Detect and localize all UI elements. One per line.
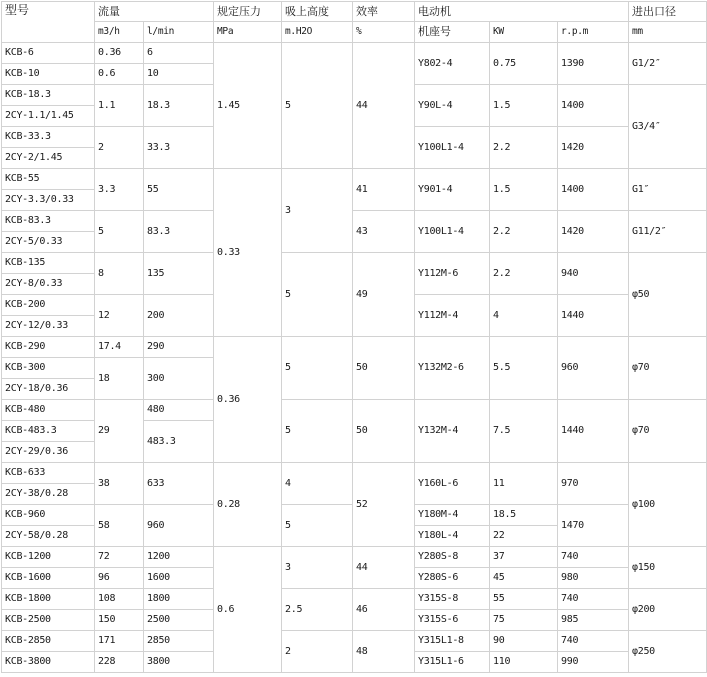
cell-motor-frame: Y100L1-4 xyxy=(415,127,490,169)
cell-motor-rpm: 1470 xyxy=(558,505,629,547)
cell-flow-lmin: 3800 xyxy=(144,652,214,673)
cell-model: KCB-960 xyxy=(2,505,95,526)
cell-port: φ70 xyxy=(629,400,707,463)
cell-pressure: 0.6 xyxy=(214,547,282,673)
table-row xyxy=(2,337,707,358)
cell-pressure: 0.28 xyxy=(214,463,282,547)
header-flow: 流量 xyxy=(95,2,214,22)
header-pressure: 规定压力 xyxy=(214,2,282,22)
cell-model: 2CY-8/0.33 xyxy=(2,274,95,295)
cell-motor-frame: Y180L-4 xyxy=(415,526,490,547)
cell-suction: 5 xyxy=(282,43,353,169)
cell-efficiency: 43 xyxy=(353,211,415,253)
cell-flow-lmin: 1800 xyxy=(144,589,214,610)
cell-model: 2CY-12/0.33 xyxy=(2,316,95,337)
cell-model: KCB-1600 xyxy=(2,568,95,589)
cell-model: KCB-300 xyxy=(2,358,95,379)
header-motor: 电动机 xyxy=(415,2,629,22)
table-row xyxy=(2,253,707,274)
cell-suction: 5 xyxy=(282,400,353,463)
cell-flow-m3h: 8 xyxy=(95,253,144,295)
cell-flow-lmin: 33.3 xyxy=(144,127,214,169)
cell-flow-m3h: 150 xyxy=(95,610,144,631)
cell-efficiency: 50 xyxy=(353,337,415,400)
table-row xyxy=(2,211,707,232)
cell-flow-m3h: 228 xyxy=(95,652,144,673)
cell-flow-m3h: 1.1 xyxy=(95,85,144,127)
cell-flow-m3h: 29 xyxy=(95,400,144,463)
cell-efficiency: 52 xyxy=(353,463,415,547)
cell-model: KCB-633 xyxy=(2,463,95,484)
cell-model: KCB-1800 xyxy=(2,589,95,610)
cell-model: KCB-483.3 xyxy=(2,421,95,442)
cell-motor-rpm: 940 xyxy=(558,253,629,295)
cell-flow-m3h: 12 xyxy=(95,295,144,337)
cell-flow-lmin: 300 xyxy=(144,358,214,400)
cell-model: KCB-6 xyxy=(2,43,95,64)
cell-motor-frame: Y280S-8 xyxy=(415,547,490,568)
cell-port: φ50 xyxy=(629,253,707,337)
header-row-1 xyxy=(2,2,707,22)
cell-model: KCB-1200 xyxy=(2,547,95,568)
cell-flow-lmin: 1600 xyxy=(144,568,214,589)
header-motor-frame: 机座号 xyxy=(415,22,490,43)
cell-suction: 5 xyxy=(282,337,353,400)
cell-model: KCB-33.3 xyxy=(2,127,95,148)
cell-motor-kw: 90 xyxy=(490,631,558,652)
cell-motor-kw: 110 xyxy=(490,652,558,673)
cell-model: KCB-290 xyxy=(2,337,95,358)
cell-model: KCB-2850 xyxy=(2,631,95,652)
header-motor-rpm: r.p.m xyxy=(558,22,629,43)
cell-motor-kw: 11 xyxy=(490,463,558,505)
cell-port: φ150 xyxy=(629,547,707,589)
cell-suction: 4 xyxy=(282,463,353,505)
cell-motor-kw: 55 xyxy=(490,589,558,610)
cell-model: KCB-10 xyxy=(2,64,95,85)
cell-flow-m3h: 96 xyxy=(95,568,144,589)
cell-efficiency: 44 xyxy=(353,547,415,589)
cell-motor-frame: Y180M-4 xyxy=(415,505,490,526)
cell-suction: 5 xyxy=(282,505,353,547)
cell-flow-m3h: 0.36 xyxy=(95,43,144,64)
cell-motor-kw: 2.2 xyxy=(490,127,558,169)
table-row xyxy=(2,463,707,484)
table-row xyxy=(2,400,707,421)
header-efficiency: 效率 xyxy=(353,2,415,22)
cell-flow-lmin: 633 xyxy=(144,463,214,505)
cell-motor-frame: Y132M-4 xyxy=(415,400,490,463)
header-flow-unit-lmin: l/min xyxy=(144,22,214,43)
cell-suction: 2 xyxy=(282,631,353,673)
cell-flow-lmin: 1200 xyxy=(144,547,214,568)
cell-model: KCB-2500 xyxy=(2,610,95,631)
header-port: 进出口径 xyxy=(629,2,707,22)
cell-efficiency: 44 xyxy=(353,43,415,169)
cell-flow-lmin: 6 xyxy=(144,43,214,64)
cell-motor-frame: Y280S-6 xyxy=(415,568,490,589)
header-efficiency-unit: % xyxy=(353,22,415,43)
cell-flow-lmin: 83.3 xyxy=(144,211,214,253)
cell-motor-kw: 2.2 xyxy=(490,211,558,253)
cell-motor-frame: Y315S-6 xyxy=(415,610,490,631)
cell-efficiency: 41 xyxy=(353,169,415,211)
table-row xyxy=(2,43,707,64)
cell-motor-rpm: 1420 xyxy=(558,127,629,169)
cell-motor-rpm: 970 xyxy=(558,463,629,505)
cell-motor-frame: Y112M-6 xyxy=(415,253,490,295)
cell-motor-kw: 1.5 xyxy=(490,85,558,127)
header-flow-unit-m3h: m3/h xyxy=(95,22,144,43)
cell-motor-kw: 22 xyxy=(490,526,558,547)
cell-flow-m3h: 18 xyxy=(95,358,144,400)
cell-motor-frame: Y112M-4 xyxy=(415,295,490,337)
cell-flow-lmin: 2500 xyxy=(144,610,214,631)
cell-motor-frame: Y315L1-6 xyxy=(415,652,490,673)
cell-model: 2CY-18/0.36 xyxy=(2,379,95,400)
cell-flow-lmin: 960 xyxy=(144,505,214,547)
cell-flow-m3h: 58 xyxy=(95,505,144,547)
cell-suction: 3 xyxy=(282,547,353,589)
cell-port: φ70 xyxy=(629,337,707,400)
cell-motor-frame: Y160L-6 xyxy=(415,463,490,505)
cell-model: KCB-83.3 xyxy=(2,211,95,232)
cell-pressure: 0.33 xyxy=(214,169,282,337)
cell-flow-lmin: 483.3 xyxy=(144,421,214,463)
cell-model: 2CY-58/0.28 xyxy=(2,526,95,547)
cell-flow-m3h: 72 xyxy=(95,547,144,568)
cell-flow-m3h: 0.6 xyxy=(95,64,144,85)
cell-motor-frame: Y132M2-6 xyxy=(415,337,490,400)
cell-efficiency: 48 xyxy=(353,631,415,673)
cell-efficiency: 46 xyxy=(353,589,415,631)
cell-flow-m3h: 3.3 xyxy=(95,169,144,211)
cell-motor-frame: Y90L-4 xyxy=(415,85,490,127)
cell-motor-frame: Y315L1-8 xyxy=(415,631,490,652)
table-row xyxy=(2,631,707,652)
cell-port: G1/2″ xyxy=(629,43,707,85)
cell-flow-lmin: 290 xyxy=(144,337,214,358)
cell-motor-kw: 0.75 xyxy=(490,43,558,85)
cell-flow-lmin: 10 xyxy=(144,64,214,85)
cell-model: KCB-200 xyxy=(2,295,95,316)
cell-motor-rpm: 1400 xyxy=(558,85,629,127)
cell-port: G1″ xyxy=(629,169,707,211)
cell-motor-kw: 75 xyxy=(490,610,558,631)
cell-motor-frame: Y315S-8 xyxy=(415,589,490,610)
cell-motor-kw: 7.5 xyxy=(490,400,558,463)
cell-flow-m3h: 17.4 xyxy=(95,337,144,358)
cell-model: KCB-480 xyxy=(2,400,95,421)
cell-model: KCB-55 xyxy=(2,169,95,190)
header-model: 型号 xyxy=(2,2,95,43)
cell-motor-kw: 4 xyxy=(490,295,558,337)
cell-flow-lmin: 480 xyxy=(144,400,214,421)
cell-suction: 2.5 xyxy=(282,589,353,631)
header-suction-unit: m.H2O xyxy=(282,22,353,43)
table-row xyxy=(2,589,707,610)
cell-motor-kw: 45 xyxy=(490,568,558,589)
cell-flow-m3h: 171 xyxy=(95,631,144,652)
cell-model: KCB-3800 xyxy=(2,652,95,673)
header-motor-kw: KW xyxy=(490,22,558,43)
cell-model: 2CY-1.1/1.45 xyxy=(2,106,95,127)
cell-motor-frame: Y802-4 xyxy=(415,43,490,85)
cell-motor-kw: 1.5 xyxy=(490,169,558,211)
cell-flow-lmin: 55 xyxy=(144,169,214,211)
cell-model: KCB-135 xyxy=(2,253,95,274)
header-port-unit: mm xyxy=(629,22,707,43)
pump-spec-table xyxy=(1,1,707,673)
cell-port: G11/2″ xyxy=(629,211,707,253)
cell-motor-rpm: 980 xyxy=(558,568,629,589)
cell-flow-lmin: 135 xyxy=(144,253,214,295)
cell-model: 2CY-3.3/0.33 xyxy=(2,190,95,211)
cell-pressure: 1.45 xyxy=(214,43,282,169)
cell-suction: 3 xyxy=(282,169,353,253)
cell-motor-rpm: 985 xyxy=(558,610,629,631)
cell-motor-rpm: 740 xyxy=(558,547,629,568)
cell-motor-rpm: 1420 xyxy=(558,211,629,253)
cell-pressure: 0.36 xyxy=(214,337,282,463)
cell-motor-frame: Y901-4 xyxy=(415,169,490,211)
cell-motor-rpm: 960 xyxy=(558,337,629,400)
cell-motor-rpm: 740 xyxy=(558,631,629,652)
cell-model: 2CY-29/0.36 xyxy=(2,442,95,463)
cell-model: 2CY-2/1.45 xyxy=(2,148,95,169)
cell-port: φ250 xyxy=(629,631,707,673)
header-row-2 xyxy=(2,22,707,43)
table-row xyxy=(2,547,707,568)
cell-port: φ200 xyxy=(629,589,707,631)
cell-motor-rpm: 1400 xyxy=(558,169,629,211)
cell-port: φ100 xyxy=(629,463,707,547)
cell-flow-m3h: 108 xyxy=(95,589,144,610)
header-pressure-unit: MPa xyxy=(214,22,282,43)
cell-motor-kw: 37 xyxy=(490,547,558,568)
cell-motor-rpm: 990 xyxy=(558,652,629,673)
cell-motor-kw: 2.2 xyxy=(490,253,558,295)
header-suction: 吸上高度 xyxy=(282,2,353,22)
cell-motor-rpm: 1440 xyxy=(558,295,629,337)
cell-flow-m3h: 38 xyxy=(95,463,144,505)
cell-motor-kw: 18.5 xyxy=(490,505,558,526)
cell-efficiency: 50 xyxy=(353,400,415,463)
cell-motor-kw: 5.5 xyxy=(490,337,558,400)
cell-model: KCB-18.3 xyxy=(2,85,95,106)
cell-model: 2CY-38/0.28 xyxy=(2,484,95,505)
cell-flow-m3h: 2 xyxy=(95,127,144,169)
cell-flow-lmin: 18.3 xyxy=(144,85,214,127)
cell-flow-m3h: 5 xyxy=(95,211,144,253)
cell-motor-rpm: 740 xyxy=(558,589,629,610)
cell-efficiency: 49 xyxy=(353,253,415,337)
cell-motor-rpm: 1390 xyxy=(558,43,629,85)
cell-motor-frame: Y100L1-4 xyxy=(415,211,490,253)
cell-flow-lmin: 200 xyxy=(144,295,214,337)
cell-motor-rpm: 1440 xyxy=(558,400,629,463)
cell-flow-lmin: 2850 xyxy=(144,631,214,652)
table-row xyxy=(2,169,707,190)
cell-model: 2CY-5/0.33 xyxy=(2,232,95,253)
cell-port: G3/4″ xyxy=(629,85,707,169)
cell-suction: 5 xyxy=(282,253,353,337)
